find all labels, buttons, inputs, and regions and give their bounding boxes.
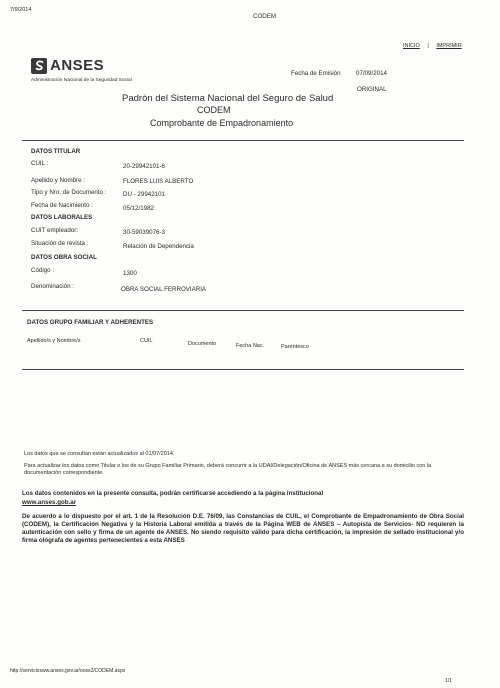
print-footer-page: 1/1 — [445, 678, 452, 684]
laborales-value: Relación de Dependencia — [123, 243, 194, 250]
obra-social-value: OBRA SOCIAL FERROVIARIA — [121, 286, 207, 293]
emision-value: 07/09/2014 — [356, 70, 387, 77]
titular-label: CUIL : — [31, 160, 49, 167]
obra-social-label: Código : — [31, 267, 55, 274]
familiar-col-nombre: Apellido/s y Nombre/s — [27, 338, 81, 344]
heading-line1: Padrón del Sistema Nacional del Seguro de Salud — [122, 93, 334, 104]
familiar-col-parentesco: Parentesco — [281, 344, 309, 350]
note-certificar: Los datos contenidos en la presente consulta, podrán certificarse accediendo a la página institucional — [22, 490, 324, 497]
titular-value: 20-29942101-6 — [123, 163, 165, 170]
nav-separator: | — [427, 43, 429, 49]
obra-social-title: DATOS OBRA SOCIAL — [31, 254, 97, 261]
titular-value: FLORES LUIS ALBERTO — [123, 178, 194, 185]
nav-bar — [403, 43, 462, 49]
laborales-label: Situación de revista : — [31, 240, 89, 247]
anses-url-link[interactable]: www.anses.gob.ar — [22, 499, 77, 506]
imprimir-link[interactable]: IMPRIMIR — [436, 43, 462, 49]
laborales-label: CUIT empleador: — [31, 227, 78, 234]
note-actualizar: Para actualizar los datos como Titular o los de su Grupo Familiar Primario, deberá concurrir a la UDAI/Delegación/Oficina de ANSES más cercana a su domicilio con la documentación correspondiente. — [24, 463, 432, 476]
titular-label: Apellido y Nombre : — [31, 177, 85, 184]
titular-value: 05/12/1982 — [123, 205, 154, 212]
laborales-title: DATOS LABORALES — [31, 214, 93, 221]
divider-bottom — [22, 369, 464, 370]
note-resolucion: De acuerdo a lo dispuesto por el art. 1 de la Resolución D.E. 76/09, las Constancias de CUIL, el Comprobante de Empadronamiento de Obra Social (CODEM), la Certificación Negativa y la Historia Laboral emitida a través de la Página WEB de ANSES – Autopista de Servicios- NO requieren la autenticación con sello y firma de un agente de ANSES. No siendo requisito válido para dicha certificación, la impresión de sellado institucional y/o firma ológrafa de agentes pertenecientes a esta ANSES — [22, 513, 464, 544]
print-date: 7/9/2014 — [10, 7, 32, 13]
divider-top — [22, 140, 464, 141]
logo-subtitle: Administración Nacional de la Seguridad Social — [31, 78, 132, 83]
familiar-col-cuil: CUIL — [140, 338, 153, 344]
emision-label: Fecha de Emisión — [291, 70, 341, 77]
divider-middle — [22, 310, 464, 311]
inicio-link[interactable]: INICIO — [403, 43, 420, 49]
original-label: ORIGINAL — [357, 86, 387, 93]
titular-value: DU - 29942101 — [123, 191, 165, 198]
obra-social-value: 1300 — [123, 270, 137, 277]
titular-label: Fecha de Nacimiento : — [31, 202, 93, 209]
print-footer-url: http://serviciosww.anses.gov.ar/ooss2/CODEM.aspx — [10, 668, 126, 674]
familiar-title: DATOS GRUPO FAMILIAR Y ADHERENTES — [27, 319, 154, 326]
titular-title: DATOS TITULAR — [31, 148, 81, 155]
obra-social-label: Denominación : — [31, 283, 74, 290]
familiar-col-documento: Documento — [188, 341, 217, 347]
heading-line3: Comprobante de Empadronamiento — [150, 118, 294, 128]
familiar-col-fecha: Fecha Nac. — [236, 343, 265, 349]
laborales-value: 30-59039076-3 — [123, 229, 165, 236]
print-title: CODEM — [253, 13, 277, 20]
anses-logo-icon — [31, 58, 47, 74]
titular-label: Tipo y Nro. de Documento : — [31, 189, 107, 196]
heading-line2: CODEM — [197, 105, 231, 115]
logo-name: ANSES — [50, 57, 105, 74]
note-actualizados: Los datos que se consultan están actualizados al 01/07/2014. — [24, 451, 175, 457]
